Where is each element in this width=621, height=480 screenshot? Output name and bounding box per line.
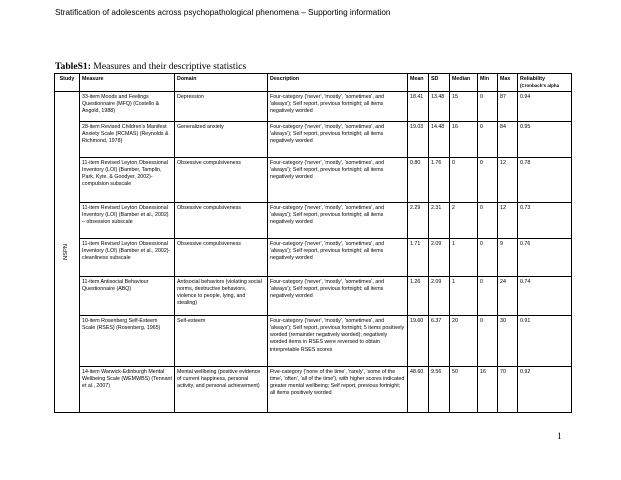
cell-description: Four-category ('never', 'mostly', 'sometimes', and 'always'); Self report, previous fortnight; all items negatively worded — [268, 238, 408, 276]
cell-measure: 11-item Antisocial Behaviour Questionnaire (ABQ) — [80, 276, 175, 315]
cell-mean: 1.26 — [408, 276, 429, 315]
table-row — [55, 202, 572, 238]
cell-median: 50 — [450, 366, 478, 412]
cell-domain: Generalized anxiety — [175, 121, 268, 157]
col-header-max: Max — [498, 74, 518, 92]
running-header: Stratification of adolescents across psychopathological phenomena – Supporting information — [55, 8, 391, 17]
col-header-domain: Domain — [175, 74, 268, 92]
cell-description: Four-category ('never', 'mostly', 'sometimes', and 'always'); Self report, previous fortnight; all items negatively worded — [268, 202, 408, 238]
study-cell — [55, 91, 80, 412]
cell-measure: 11-item Revised Leyton Obsessional Inventory (LOI) (Bamber et al., 2002) – obsession subscale — [80, 202, 175, 238]
reliability-sublabel: (Cronbach's alpha — [520, 83, 560, 89]
cell-reliability: 0.73 — [518, 202, 572, 238]
study-label: NSPN — [63, 243, 69, 260]
table-row — [55, 366, 572, 412]
cell-reliability: 0.92 — [518, 366, 572, 412]
cell-description: Four-category ('never', 'mostly', 'sometimes', and 'always'); Self report, previous fortnight; all items negatively worded — [268, 276, 408, 315]
cell-description: Four-category ('never', 'mostly', 'sometimes', and 'always'); Self report, previous fortnight; all items negatively worded — [268, 91, 408, 121]
cell-sd: 13.48 — [429, 91, 450, 121]
table-caption: Measures and their descriptive statistics — [90, 61, 247, 72]
col-header-measure: Measure — [80, 74, 175, 92]
cell-mean: 18.41 — [408, 91, 429, 121]
col-header-reliability — [518, 74, 572, 92]
measures-table — [54, 73, 572, 413]
cell-sd: 2.09 — [429, 238, 450, 276]
cell-domain: Mental wellbeing (positive evidence of current happiness, personal activity, and personal achievement) — [175, 366, 268, 412]
cell-median: 20 — [450, 315, 478, 366]
cell-max: 84 — [498, 121, 518, 157]
cell-mean: 1.71 — [408, 238, 429, 276]
cell-median: 0 — [450, 157, 478, 202]
cell-median: 15 — [450, 91, 478, 121]
cell-median: 2 — [450, 202, 478, 238]
cell-mean: 0.80 — [408, 157, 429, 202]
cell-sd: 14.48 — [429, 121, 450, 157]
cell-median: 1 — [450, 276, 478, 315]
cell-max: 70 — [498, 366, 518, 412]
table-header-row — [55, 74, 572, 92]
cell-min: 0 — [478, 276, 498, 315]
cell-measure: 28-item Revised Children's Manifest Anxiety Scale (RCMAS) (Reynolds & Richmond, 1978) — [80, 121, 175, 157]
cell-reliability: 0.91 — [518, 315, 572, 366]
cell-domain: Self-esteem — [175, 315, 268, 366]
cell-min: 0 — [478, 91, 498, 121]
page-number: 1 — [557, 432, 562, 442]
cell-reliability: 0.76 — [518, 238, 572, 276]
cell-measure: 11-item Revised Leyton Obsessional Inventory (LOI) (Bamber, Tamplin, Park, Kyte, & Goodyer, 2002)- compulsion subscale — [80, 157, 175, 202]
cell-description: Four-category ('never', 'mostly', 'sometimes', and 'always'); Self report, previous fortnight; all items negatively worded — [268, 157, 408, 202]
col-header-mean: Mean — [408, 74, 429, 92]
cell-sd: 2.31 — [429, 202, 450, 238]
cell-max: 87 — [498, 91, 518, 121]
cell-median: 16 — [450, 121, 478, 157]
cell-domain: Obsessive compulsiveness — [175, 202, 268, 238]
cell-mean: 48.60 — [408, 366, 429, 412]
cell-description: Five-category ('none of the time', 'rarely', 'some of the time', 'often', 'all of the time'), with higher scores indicated greater mental wellbeing; Self report, previous fortnight; all items positively worded — [268, 366, 408, 412]
cell-mean: 19.03 — [408, 121, 429, 157]
table-row — [55, 238, 572, 276]
cell-min: 0 — [478, 121, 498, 157]
cell-measure: 10-item Rosenberg Self-Esteem Scale (RSES) (Rosenberg, 1965) — [80, 315, 175, 366]
table-label: TableS1: — [55, 61, 91, 72]
cell-min: 16 — [478, 366, 498, 412]
table-row — [55, 157, 572, 202]
table-row — [55, 91, 572, 121]
cell-reliability: 0.78 — [518, 157, 572, 202]
cell-min: 0 — [478, 157, 498, 202]
cell-sd: 6.37 — [429, 315, 450, 366]
cell-mean: 19.60 — [408, 315, 429, 366]
cell-reliability: 0.94 — [518, 91, 572, 121]
col-header-median: Median — [450, 74, 478, 92]
cell-sd: 1.76 — [429, 157, 450, 202]
col-header-sd: SD — [429, 74, 450, 92]
cell-median: 1 — [450, 238, 478, 276]
cell-max: 9 — [498, 238, 518, 276]
table-row — [55, 121, 572, 157]
cell-measure: 11-item Revised Leyton Obsessional Inventory (LOI) (Bamber et al., 2002)- cleanliness subscale — [80, 238, 175, 276]
cell-min: 0 — [478, 238, 498, 276]
cell-domain: Obsessive compulsiveness — [175, 157, 268, 202]
cell-domain: Depression — [175, 91, 268, 121]
cell-max: 12 — [498, 157, 518, 202]
cell-domain: Obsessive compulsiveness — [175, 238, 268, 276]
cell-domain: Antisocial behaviors (violating social norms, destructive behaviors, violence to people, lying, and stealing) — [175, 276, 268, 315]
cell-measure: 33-item Moods and Feelings Questionnaire (MFQ) (Costello & Angold, 1988) — [80, 91, 175, 121]
cell-reliability: 0.74 — [518, 276, 572, 315]
reliability-label: Reliability — [520, 76, 546, 82]
table-title — [55, 61, 246, 72]
col-header-min: Min — [478, 74, 498, 92]
cell-min: 0 — [478, 315, 498, 366]
cell-description: Four-category ('never', 'mostly', 'sometimes', and 'always'); Self report, previous fortnight; 5 items positively worded (remainder negatively worded); negatively worded items in RSES were reversed to obtain interpretable RSES scores — [268, 315, 408, 366]
col-header-study: Study — [55, 74, 80, 92]
cell-max: 12 — [498, 202, 518, 238]
cell-max: 24 — [498, 276, 518, 315]
cell-max: 30 — [498, 315, 518, 366]
cell-reliability: 0.95 — [518, 121, 572, 157]
table-row — [55, 276, 572, 315]
cell-description: Four-category ('never', 'mostly', 'sometimes', and 'always'); Self report, previous fortnight; all items negatively worded — [268, 121, 408, 157]
cell-mean: 2.29 — [408, 202, 429, 238]
cell-min: 0 — [478, 202, 498, 238]
table-row — [55, 315, 572, 366]
col-header-description: Description — [268, 74, 408, 92]
cell-sd: 9.56 — [429, 366, 450, 412]
cell-sd: 2.09 — [429, 276, 450, 315]
cell-measure: 14-item Warwick-Edinburgh Mental Wellbeing Scale (WEMWBS) (Tennant et al., 2007) — [80, 366, 175, 412]
